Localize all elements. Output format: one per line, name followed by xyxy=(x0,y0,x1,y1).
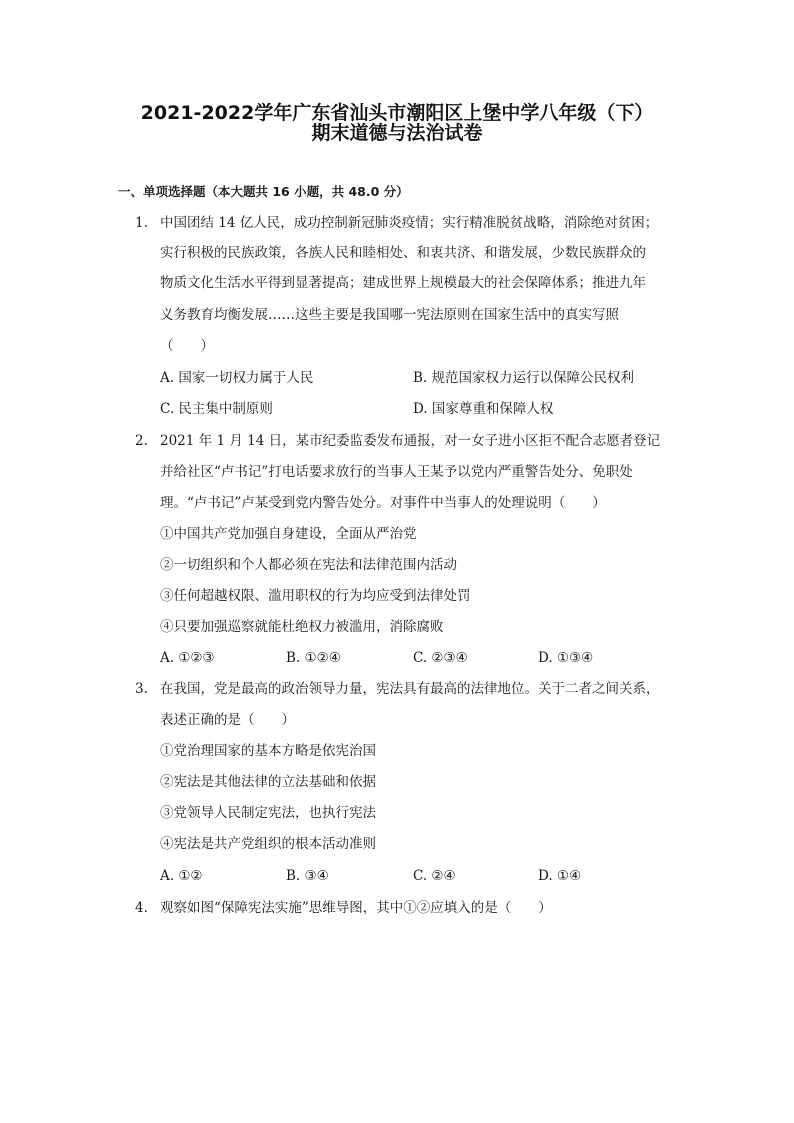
question-text-line: 并给社区“卢书记”打电话要求放行的当事人王某予以党内严重警告处分、免职处 xyxy=(160,464,633,480)
question-text-line: 2021 年 1 月 14 日，某市纪委监委发布通报，对一女子进小区拒不配合志愿者登记 xyxy=(160,433,661,449)
answer-option[interactable]: C. 民主集中制原则 xyxy=(160,401,273,417)
answer-option[interactable]: B. ①②④ xyxy=(286,650,341,666)
answer-option[interactable]: A. ①② xyxy=(160,868,203,884)
answer-option[interactable]: A. ①②③ xyxy=(160,650,215,666)
question-text-line: 中国团结 14 亿人民，成功控制新冠肺炎疫情；实行精准脱贫战略，消除绝对贫困； xyxy=(160,215,659,231)
question-text-line: ③任何超越权限、滥用职权的行为均应受到法律处罚 xyxy=(160,588,471,604)
question-text-line: 实行积极的民族政策，各族人民和睦相处、和衷共济、和谐发展，少数民族群众的 xyxy=(160,245,646,261)
question-number: 1. xyxy=(135,215,148,231)
question-text-line: ②一切组织和个人都必须在宪法和法律范围内活动 xyxy=(160,557,457,573)
question-text-line: ①中国共产党加强自身建设，全面从严治党 xyxy=(160,526,417,542)
answer-option[interactable]: D. ①③④ xyxy=(538,650,594,666)
question-text-line: （ ） xyxy=(160,338,214,354)
question-text-line: 义务教育均衡发展……这些主要是我国哪一宪法原则在国家生活中的真实写照 xyxy=(160,307,619,323)
answer-option[interactable]: A. 国家一切权力属于人民 xyxy=(160,370,314,386)
answer-option[interactable]: C. ②③④ xyxy=(413,650,468,666)
section-heading: 一、单项选择题（本大题共 16 小题，共 48.0 分） xyxy=(118,184,409,199)
question-text-line: 物质文化生活水平得到显著提高；建成世界上规模最大的社会保障体系；推进九年 xyxy=(160,275,646,291)
question-text-line: 观察如图“保障宪法实施”思维导图，其中①②应填入的是（ ） xyxy=(160,900,552,916)
question-text-line: ④宪法是共产党组织的根本活动准则 xyxy=(160,836,376,852)
question-number: 3. xyxy=(135,681,148,697)
answer-option[interactable]: D. 国家尊重和保障人权 xyxy=(413,401,554,417)
answer-option[interactable]: B. 规范国家权力运行以保障公民权利 xyxy=(413,370,635,386)
question-text-line: 在我国，党是最高的政治领导力量，宪法具有最高的法律地位。关于二者之间关系， xyxy=(160,681,660,697)
question-number: 4. xyxy=(135,900,148,916)
question-text-line: ③党领导人民制定宪法，也执行宪法 xyxy=(160,805,376,821)
question-text-line: ④只要加强巡察就能杜绝权力被滥用，消除腐败 xyxy=(160,619,444,635)
question-number: 2. xyxy=(135,433,148,449)
exam-title-line-2: 期末道德与法治试卷 xyxy=(311,122,483,144)
question-text-line: ①党治理国家的基本方略是依宪治国 xyxy=(160,743,376,759)
question-text-line: 表述正确的是（ ） xyxy=(160,712,295,728)
question-text-line: ②宪法是其他法律的立法基础和依据 xyxy=(160,774,376,790)
answer-option[interactable]: C. ②④ xyxy=(413,868,456,884)
answer-option[interactable]: D. ①④ xyxy=(538,868,582,884)
answer-option[interactable]: B. ③④ xyxy=(286,868,329,884)
exam-title-line-1: 2021-2022学年广东省汕头市潮阳区上堡中学八年级（下） xyxy=(140,102,654,124)
question-text-line: 理。“卢书记”卢某受到党内警告处分。对事件中当事人的处理说明（ ） xyxy=(160,495,606,511)
